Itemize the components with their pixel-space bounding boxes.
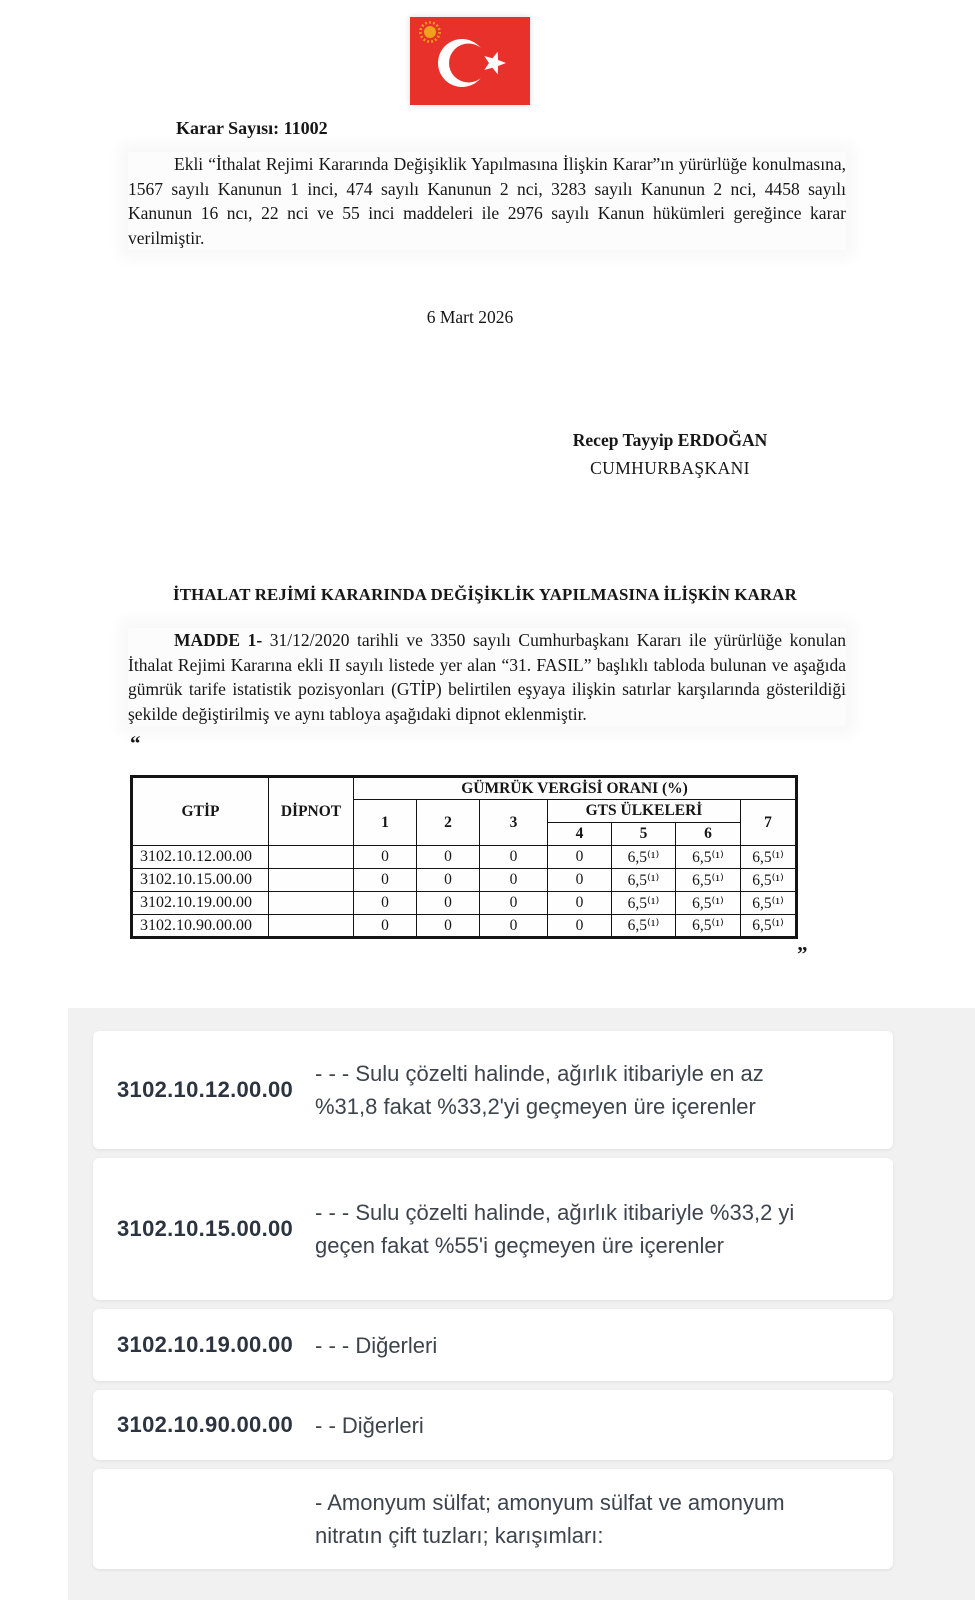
rate-cell: 6,5⁽¹⁾ xyxy=(612,869,676,892)
gtip-description: - Amonyum sülfat; amonyum sülfat ve amonyum nitratın çift tuzları; karışımları: xyxy=(315,1490,785,1548)
gtip-code-cell: 3102.10.15.00.00 xyxy=(132,869,269,892)
gtip-code-cell: 3102.10.19.00.00 xyxy=(132,892,269,915)
dipnot-cell xyxy=(269,846,354,869)
rate-cell: 6,5⁽¹⁾ xyxy=(612,846,676,869)
rate-cell: 0 xyxy=(417,846,480,869)
decree-date: 6 Mart 2026 xyxy=(426,307,514,327)
rate-cell: 6,5⁽¹⁾ xyxy=(741,869,797,892)
decree-preamble: Ekli “İthalat Rejimi Kararında Değişiklik Yapılmasına İlişkin Karar”ın yürürlüğe konulmasına, 1567 sayılı Kanunun 1 inci, 474 sayılı Kanunun 2 nci, 3283 sayılı Kanunun 2 nci, 4458 sayılı Kanunun 16 ncı, 22 nci ve 55 inci maddeleri ile 2976 sayılı Kanun hükümleri gereğince karar verilmiştir. xyxy=(128,152,846,250)
column-header-5: 5 xyxy=(612,823,676,846)
gtip-code: 3102.10.12.00.00 xyxy=(117,1077,294,1102)
rate-cell: 6,5⁽¹⁾ xyxy=(741,846,797,869)
gtip-code: 3102.10.15.00.00 xyxy=(117,1216,294,1241)
gtip-card[interactable] xyxy=(93,1469,893,1569)
column-header-gts-countries: GTS ÜLKELERİ xyxy=(548,800,741,823)
dipnot-cell xyxy=(269,915,354,938)
gtip-code: 3102.10.19.00.00 xyxy=(117,1332,294,1357)
gtip-description: - - - Sulu çözelti halinde, ağırlık itibariyle %33,2 yi geçen fakat %55'i geçmeyen üre içerenler xyxy=(315,1200,795,1258)
column-header-7: 7 xyxy=(741,800,797,846)
rate-cell: 0 xyxy=(480,915,548,938)
rate-cell: 6,5⁽¹⁾ xyxy=(676,892,741,915)
dipnot-cell xyxy=(269,869,354,892)
rate-cell: 0 xyxy=(354,846,417,869)
turkish-flag-image xyxy=(410,17,530,105)
rate-cell: 0 xyxy=(417,869,480,892)
rate-cell: 0 xyxy=(480,892,548,915)
tariff-table-header xyxy=(132,777,797,846)
column-header-4: 4 xyxy=(548,823,612,846)
rate-cell: 0 xyxy=(548,846,612,869)
closing-quote-mark: ” xyxy=(797,942,808,966)
article-1-paragraph xyxy=(128,628,846,726)
gtip-code-cell: 3102.10.12.00.00 xyxy=(132,846,269,869)
rate-cell: 0 xyxy=(354,869,417,892)
tariff-row xyxy=(132,892,797,915)
rate-cell: 6,5⁽¹⁾ xyxy=(676,846,741,869)
rate-cell: 6,5⁽¹⁾ xyxy=(676,915,741,938)
rate-cell: 0 xyxy=(354,915,417,938)
rate-cell: 6,5⁽¹⁾ xyxy=(741,892,797,915)
rate-cell: 0 xyxy=(480,846,548,869)
tariff-row xyxy=(132,846,797,869)
tariff-row xyxy=(132,915,797,938)
column-header-6: 6 xyxy=(676,823,741,846)
signature-name: Recep Tayyip ERDOĞAN xyxy=(572,430,768,450)
rate-cell: 0 xyxy=(548,869,612,892)
decision-title: İTHALAT REJİMİ KARARINDA DEĞİŞİKLİK YAPILMASINA İLİŞKİN KARAR xyxy=(173,585,797,604)
rate-cell: 0 xyxy=(354,892,417,915)
column-header-gtip: GTİP xyxy=(132,777,269,846)
column-header-customs-duty: GÜMRÜK VERGİSİ ORANI (%) xyxy=(354,777,797,800)
gtip-description: - - Diğerleri xyxy=(315,1412,424,1438)
rate-cell: 6,5⁽¹⁾ xyxy=(676,869,741,892)
decree-number: Karar Sayısı: 11002 xyxy=(176,118,328,138)
article-1-label: MADDE 1- xyxy=(174,630,263,650)
customs-tariff-table xyxy=(130,775,798,939)
article-1-text: 31/12/2020 tarihli ve 3350 sayılı Cumhurbaşkanı Kararı ile yürürlüğe konulan İthalat Rejimi Kararına ekli II sayılı listede yer alan “31. FASIL” başlıklı tabloda bulunan ve aşağıda gümrük tarife istatistik pozisyonları (GTİP) belirtilen eşyaya ilişkin satırlar karşılarında gösterildiği şekilde değiştirilmiş ve aynı tabloya aşağıdaki dipnot eklenmiştir. xyxy=(128,630,846,724)
gtip-description: - - - Sulu çözelti halinde, ağırlık itibariyle en az %31,8 fakat %33,2'yi geçmeyen üre içerenler xyxy=(315,1061,764,1119)
signature-title: CUMHURBAŞKANI xyxy=(590,458,750,478)
rate-cell: 0 xyxy=(417,915,480,938)
column-header-2: 2 xyxy=(417,800,480,846)
gtip-card-list xyxy=(93,1031,893,1578)
column-header-1: 1 xyxy=(354,800,417,846)
column-header-3: 3 xyxy=(480,800,548,846)
rate-cell: 0 xyxy=(417,892,480,915)
tariff-row xyxy=(132,869,797,892)
opening-quote-mark: “ xyxy=(130,731,141,755)
dipnot-cell xyxy=(269,892,354,915)
gtip-card[interactable] xyxy=(93,1031,893,1149)
rate-cell: 0 xyxy=(548,892,612,915)
signature-block xyxy=(500,430,840,479)
rate-cell: 6,5⁽¹⁾ xyxy=(612,892,676,915)
rate-cell: 6,5⁽¹⁾ xyxy=(612,915,676,938)
gtip-code: 3102.10.90.00.00 xyxy=(117,1412,294,1437)
gtip-code-cell: 3102.10.90.00.00 xyxy=(132,915,269,938)
rate-cell: 0 xyxy=(548,915,612,938)
gtip-description: - - - Diğerleri xyxy=(315,1332,438,1358)
gtip-list-panel xyxy=(68,1008,975,1600)
gtip-card[interactable] xyxy=(93,1309,893,1381)
rate-cell: 0 xyxy=(480,869,548,892)
gtip-card[interactable] xyxy=(93,1390,893,1460)
tariff-table-body xyxy=(132,846,797,938)
rate-cell: 6,5⁽¹⁾ xyxy=(741,915,797,938)
gtip-card[interactable] xyxy=(93,1158,893,1300)
column-header-dipnot: DİPNOT xyxy=(269,777,354,846)
